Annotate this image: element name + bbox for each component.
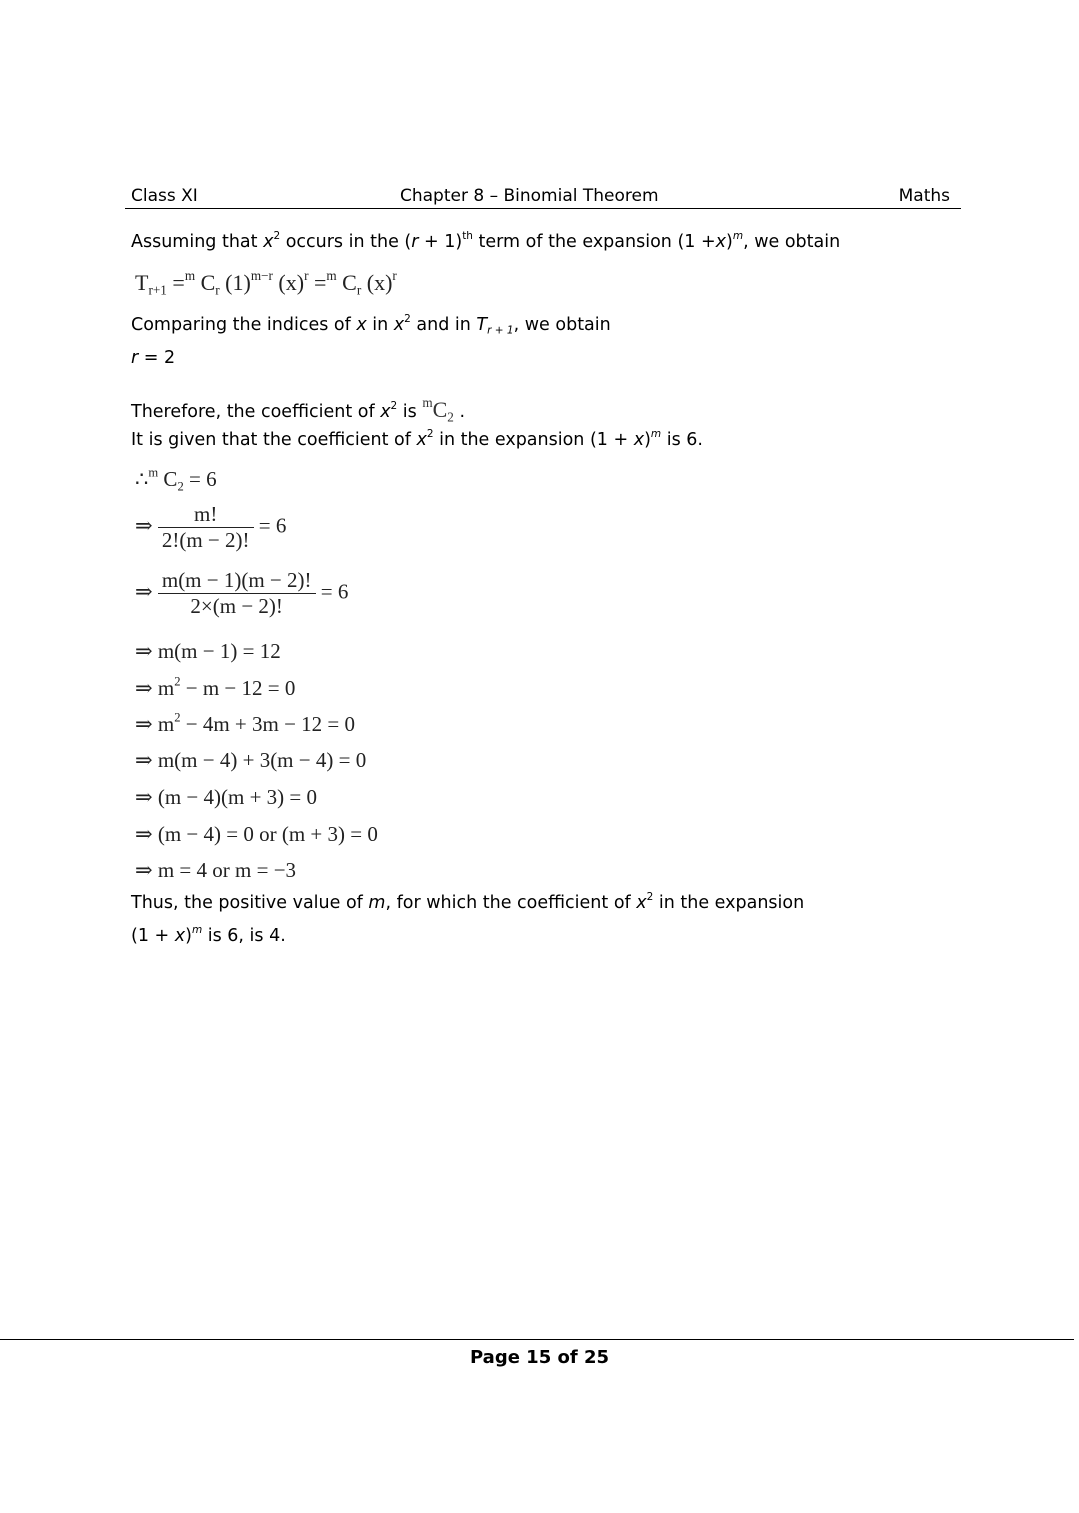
text-line-conclusion-1: Thus, the positive value of m, for which the coefficient of $x^2$ in the expansion [131, 891, 805, 913]
header-subject: Maths [898, 186, 950, 206]
math-step-7: ⇒ (m − 4)(m + 3) = 0 [135, 785, 318, 809]
page-header [125, 186, 961, 209]
math-step-8: ⇒ (m − 4) = 0 or (m + 3) = 0 [135, 822, 378, 846]
math-step-6: ⇒ m(m − 4) + 3(m − 4) = 0 [135, 748, 367, 772]
formula-general-term: $T_{r+1} =^m$ $C_r$ $(1)^{m-r}$ $(x)^r =^m$ $C_r$ $(x)^r$ [135, 268, 397, 298]
math-step-2: ⇒ $\frac{m(m - 1)(m - 2)!}{2\times(m - 2)!}$ = 6 [135, 568, 349, 618]
math-step-4: ⇒ $m^2 - m - 12 = 0$ [135, 674, 296, 700]
math-step-5: ⇒ $m^2 - 4m + 3m - 12 = 0$ [135, 710, 356, 736]
text-line-coefficient: Therefore, the coefficient of $x^2$ is $^mC_2$ . [131, 395, 466, 425]
header-class: Class XI [131, 186, 198, 206]
text-line-conclusion-2: $(1 + x)^m$ is 6, is 4. [131, 924, 286, 946]
header-chapter: Chapter 8 – Binomial Theorem [400, 186, 659, 206]
text-line-r-equals: r = 2 [131, 348, 176, 368]
math-step-1: ⇒ $\frac{m!}{2!(m - 2)!}$ = 6 [135, 502, 287, 552]
text-line-given: It is given that the coefficient of $x^2$ in the expansion $(1 + x)^m$ is 6. [131, 428, 703, 450]
footer-divider [0, 1339, 1074, 1340]
math-step-0: ∴$^m$ $C_2 = 6$ [135, 465, 217, 494]
math-step-9: ⇒ m = 4 or m = −3 [135, 858, 297, 882]
page-number: Page 15 of 25 [469, 1347, 610, 1368]
text-line-assumption: Assuming that $x^2$ occurs in the $(r + 1)^{th}$ term of the expansion $(1 +x)^m$, we obtain [131, 230, 841, 252]
text-line-comparing: Comparing the indices of x in $x^2$ and in $T_{r + 1}$, we obtain [131, 313, 611, 337]
math-step-3: ⇒ m(m − 1) = 12 [135, 639, 281, 663]
